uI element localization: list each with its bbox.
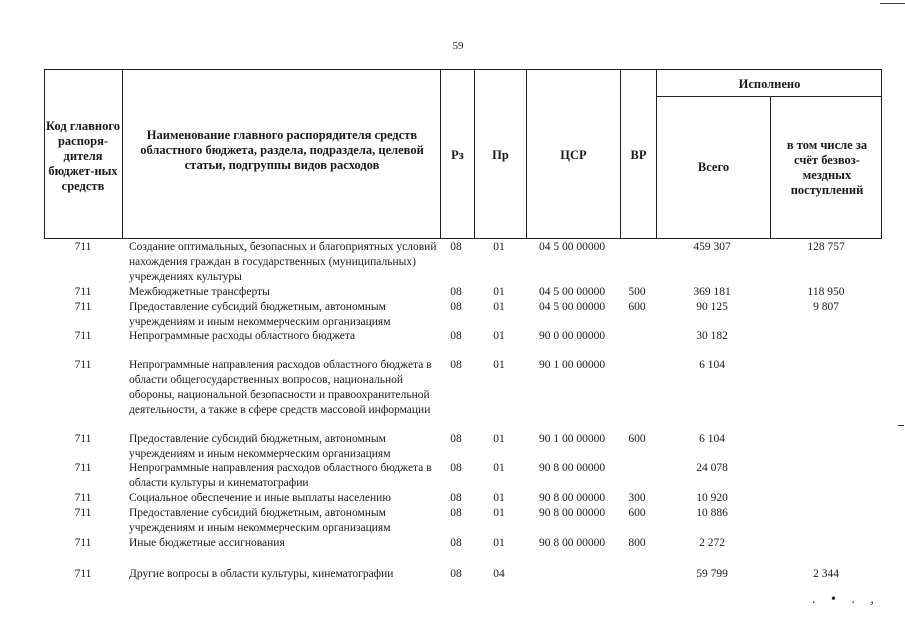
cell-rz: 08 — [450, 537, 462, 549]
header-divider — [656, 96, 882, 97]
cell-pr: 01 — [493, 492, 505, 504]
cell-code: 711 — [74, 462, 92, 474]
cell-csr: 90 8 00 00000 — [538, 492, 606, 504]
cell-pr: 04 — [493, 568, 505, 580]
scan-mark — [898, 425, 904, 426]
header-pr: Пр — [492, 147, 509, 162]
cell-rz: 08 — [450, 507, 462, 519]
cell-pr: 01 — [493, 241, 505, 253]
cell-rz: 08 — [450, 241, 462, 253]
cell-total: 10 886 — [696, 507, 728, 519]
cell-pr: 01 — [493, 462, 505, 474]
header-divider — [770, 96, 771, 239]
cell-code: 711 — [74, 568, 92, 580]
cell-vr: 300 — [628, 492, 646, 504]
cell-name: Иные бюджетные ассигнования — [129, 537, 285, 549]
cell-name: Непрограммные направления расходов областного бюджета в области общегосударственных вопросов, национальной обороны, национальной безопасности и правоохранительной деятельности, а также в сфере средств массовой информации — [129, 359, 432, 416]
header-code: Код главного распоря-дителя бюджет-ных средств — [46, 118, 120, 193]
cell-vr: 600 — [628, 301, 646, 313]
cell-name: Предоставление субсидий бюджетным, автономным учреждениям и иным некоммерческим организациям — [129, 507, 391, 534]
cell-total: 369 181 — [693, 286, 731, 298]
cell-total: 2 272 — [699, 537, 725, 549]
cell-vr: 800 — [628, 537, 646, 549]
page-number: 59 — [452, 40, 464, 52]
cell-code: 711 — [74, 537, 92, 549]
cell-total: 459 307 — [693, 241, 731, 253]
cell-free: 2 344 — [813, 568, 839, 580]
scan-dots: . • . , — [812, 592, 880, 607]
cell-vr: 600 — [628, 507, 646, 519]
cell-rz: 08 — [450, 301, 462, 313]
cell-code: 711 — [74, 301, 92, 313]
cell-csr: 90 8 00 00000 — [538, 462, 606, 474]
cell-csr: 90 1 00 00000 — [538, 433, 606, 445]
cell-csr: 90 1 00 00000 — [538, 359, 606, 371]
cell-free: 9 807 — [813, 301, 839, 313]
cell-name: Межбюджетные трансферты — [129, 286, 270, 298]
top-edge-line — [880, 3, 905, 4]
header-executed: Исполнено — [738, 76, 801, 91]
cell-total: 6 104 — [699, 433, 725, 445]
cell-code: 711 — [74, 241, 92, 253]
cell-name: Создание оптимальных, безопасных и благоприятных условий нахождения граждан в государственных (муниципальных) учреждениях культуры — [129, 241, 437, 283]
cell-rz: 08 — [450, 359, 462, 371]
cell-free: 118 950 — [807, 286, 845, 298]
cell-csr: 90 8 00 00000 — [538, 537, 606, 549]
cell-total: 90 125 — [696, 301, 728, 313]
cell-csr: 90 0 00 00000 — [538, 330, 606, 342]
cell-code: 711 — [74, 359, 92, 371]
cell-code: 711 — [74, 433, 92, 445]
cell-vr: 500 — [628, 286, 646, 298]
cell-vr: 600 — [628, 433, 646, 445]
cell-pr: 01 — [493, 330, 505, 342]
cell-pr: 01 — [493, 301, 505, 313]
cell-csr: 04 5 00 00000 — [538, 301, 606, 313]
cell-name: Непрограммные направления расходов областного бюджета в области культуры и кинематографии — [129, 462, 432, 489]
cell-rz: 08 — [450, 433, 462, 445]
cell-pr: 01 — [493, 359, 505, 371]
cell-total: 6 104 — [699, 359, 725, 371]
cell-code: 711 — [74, 507, 92, 519]
cell-pr: 01 — [493, 537, 505, 549]
cell-pr: 01 — [493, 286, 505, 298]
cell-name: Непрограммные расходы областного бюджета — [129, 330, 356, 342]
cell-name: Другие вопросы в области культуры, кинематографии — [129, 568, 394, 580]
cell-rz: 08 — [450, 330, 462, 342]
cell-code: 711 — [74, 492, 92, 504]
header-vr: ВР — [630, 147, 647, 162]
cell-total: 10 920 — [696, 492, 728, 504]
cell-csr: 04 5 00 00000 — [538, 241, 606, 253]
cell-code: 711 — [74, 330, 92, 342]
cell-name: Предоставление субсидий бюджетным, автономным учреждениям и иным некоммерческим организациям — [129, 301, 391, 328]
cell-pr: 01 — [493, 507, 505, 519]
cell-rz: 08 — [450, 462, 462, 474]
cell-csr: 04 5 00 00000 — [538, 286, 606, 298]
header-csr: ЦСР — [560, 147, 587, 162]
cell-pr: 01 — [493, 433, 505, 445]
header-divider — [122, 69, 123, 239]
cell-free: 128 757 — [807, 241, 845, 253]
cell-rz: 08 — [450, 492, 462, 504]
cell-total: 24 078 — [696, 462, 728, 474]
header-total: Всего — [697, 159, 730, 174]
header-incl-free: в том числе за счёт безвоз-мездных поступлений — [786, 138, 868, 197]
cell-rz: 08 — [450, 286, 462, 298]
header-rz: Рз — [451, 147, 464, 162]
cell-name: Предоставление субсидий бюджетным, автономным учреждениям и иным некоммерческим организациям — [129, 433, 391, 460]
cell-csr: 90 8 00 00000 — [538, 507, 606, 519]
cell-name: Социальное обеспечение и иные выплаты населению — [129, 492, 391, 504]
cell-rz: 08 — [450, 568, 462, 580]
cell-total: 30 182 — [696, 330, 728, 342]
cell-code: 711 — [74, 286, 92, 298]
header-name: Наименование главного распорядителя средств областного бюджета, раздела, подраздела, целевой статьи, подгруппы видов расходов — [140, 127, 424, 172]
cell-total: 59 799 — [696, 568, 728, 580]
